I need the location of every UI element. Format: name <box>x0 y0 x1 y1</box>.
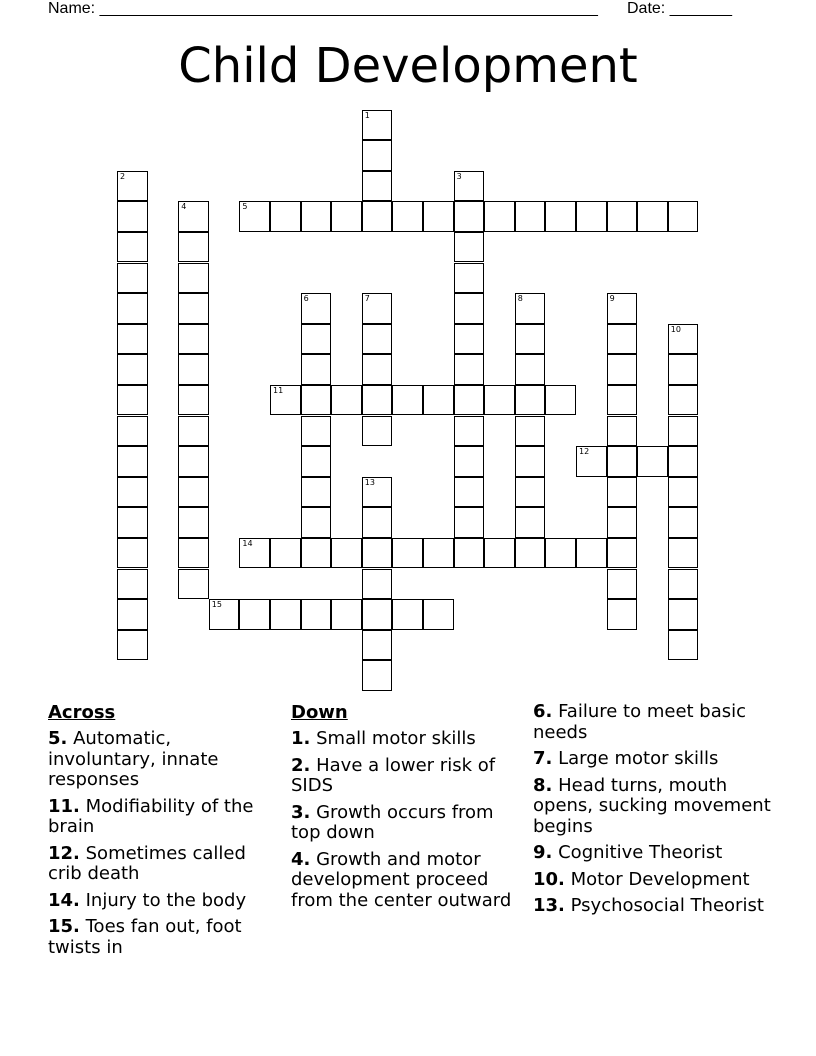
grid-cell[interactable] <box>637 446 668 477</box>
clue-item <box>48 844 276 885</box>
grid-cell[interactable] <box>637 201 668 232</box>
clue-number: 5 <box>242 202 248 212</box>
grid-cell[interactable] <box>270 201 301 232</box>
grid-cell[interactable] <box>362 599 393 630</box>
grid-cell[interactable] <box>607 569 638 600</box>
grid-cell[interactable] <box>178 354 209 385</box>
grid-cell[interactable] <box>117 201 148 232</box>
grid-cell[interactable] <box>301 538 332 569</box>
clue-item-number: 9. <box>533 842 553 863</box>
grid-cell[interactable] <box>668 385 699 416</box>
grid-cell[interactable] <box>362 171 393 202</box>
clue-item-number: 7. <box>533 748 553 769</box>
clue-item <box>291 729 516 750</box>
grid-cell[interactable] <box>607 354 638 385</box>
clue-item-number: 15. <box>48 916 80 937</box>
grid-cell[interactable] <box>668 324 699 355</box>
down-clues-continued <box>533 702 773 923</box>
clue-item-text: Failure to meet basic needs <box>533 701 747 743</box>
grid-cell[interactable] <box>362 354 393 385</box>
grid-cell[interactable] <box>178 385 209 416</box>
grid-cell[interactable] <box>178 446 209 477</box>
clue-item-number: 6. <box>533 701 553 722</box>
clue-item-text: Large motor skills <box>558 748 719 769</box>
grid-cell[interactable] <box>515 477 546 508</box>
grid-cell[interactable] <box>515 416 546 447</box>
grid-cell[interactable] <box>178 416 209 447</box>
grid-cell[interactable] <box>117 324 148 355</box>
grid-cell[interactable] <box>545 538 576 569</box>
grid-cell[interactable] <box>576 538 607 569</box>
clue-item <box>533 896 773 917</box>
grid-cell[interactable] <box>607 201 638 232</box>
clue-item <box>48 891 276 912</box>
grid-cell[interactable] <box>607 507 638 538</box>
grid-cell[interactable] <box>454 416 485 447</box>
clue-number: 2 <box>120 171 126 181</box>
grid-cell[interactable] <box>362 140 393 171</box>
name-field-label: Name: ________________________________________________________ <box>48 0 598 17</box>
grid-cell[interactable] <box>668 569 699 600</box>
clue-item-text: Growth occurs from top down <box>291 801 494 843</box>
grid-cell[interactable] <box>362 507 393 538</box>
grid-cell[interactable] <box>301 507 332 538</box>
grid-cell[interactable] <box>668 538 699 569</box>
grid-cell[interactable] <box>362 477 393 508</box>
grid-cell[interactable] <box>301 293 332 324</box>
grid-cell[interactable] <box>668 599 699 630</box>
grid-cell[interactable] <box>117 446 148 477</box>
grid-cell[interactable] <box>454 538 485 569</box>
grid-cell[interactable] <box>668 630 699 661</box>
grid-cell[interactable] <box>117 507 148 538</box>
grid-cell[interactable] <box>362 569 393 600</box>
grid-cell[interactable] <box>362 385 393 416</box>
clue-number: 1 <box>364 110 370 120</box>
grid-cell[interactable] <box>454 324 485 355</box>
clue-item-text: Psychosocial Theorist <box>570 895 764 916</box>
across-heading: Across <box>48 702 116 723</box>
clue-item-text: Growth and motor development proceed from the center outward <box>291 848 512 911</box>
grid-cell[interactable] <box>454 354 485 385</box>
clue-item-number: 8. <box>533 774 553 796</box>
clue-item-number: 13. <box>533 895 565 916</box>
grid-cell[interactable] <box>239 201 270 232</box>
grid-cell[interactable] <box>301 324 332 355</box>
grid-cell[interactable] <box>668 477 699 508</box>
grid-cell[interactable] <box>362 110 393 141</box>
clue-number: 10 <box>670 324 681 334</box>
grid-cell[interactable] <box>301 385 332 416</box>
across-clues <box>48 702 276 964</box>
clue-number: 11 <box>273 385 284 395</box>
grid-cell[interactable] <box>362 324 393 355</box>
clue-item-text: Cognitive Theorist <box>558 842 723 863</box>
grid-cell[interactable] <box>362 416 393 447</box>
down-heading: Down <box>291 702 348 723</box>
grid-cell[interactable] <box>454 171 485 202</box>
grid-cell[interactable] <box>362 630 393 661</box>
clue-item-text: Small motor skills <box>316 728 476 749</box>
grid-cell[interactable] <box>331 201 362 232</box>
clue-item <box>533 843 773 864</box>
grid-cell[interactable] <box>301 599 332 630</box>
grid-cell[interactable] <box>178 477 209 508</box>
grid-cell[interactable] <box>515 538 546 569</box>
grid-cell[interactable] <box>331 599 362 630</box>
grid-cell[interactable] <box>607 477 638 508</box>
grid-cell[interactable] <box>178 263 209 294</box>
grid-cell[interactable] <box>178 538 209 569</box>
grid-cell[interactable] <box>117 354 148 385</box>
clue-number: 6 <box>303 294 309 304</box>
grid-cell[interactable] <box>668 201 699 232</box>
clue-item-number: 10. <box>533 868 565 890</box>
grid-cell[interactable] <box>270 538 301 569</box>
grid-cell[interactable] <box>484 538 515 569</box>
grid-cell[interactable] <box>668 507 699 538</box>
clue-item <box>533 702 773 743</box>
grid-cell[interactable] <box>209 599 240 630</box>
grid-cell[interactable] <box>392 385 423 416</box>
clue-item-text: Head turns, mouth opens, sucking movement begins <box>533 774 771 837</box>
clue-item-text: Modifiability of the brain <box>48 795 254 837</box>
grid-cell[interactable] <box>117 232 148 263</box>
clue-item-text: Motor Development <box>570 868 750 890</box>
grid-cell[interactable] <box>545 385 576 416</box>
clue-number: 7 <box>364 294 370 304</box>
grid-cell[interactable] <box>423 599 454 630</box>
grid-cell[interactable] <box>117 385 148 416</box>
grid-cell[interactable] <box>484 385 515 416</box>
grid-cell[interactable] <box>117 293 148 324</box>
grid-cell[interactable] <box>331 538 362 569</box>
grid-cell[interactable] <box>392 538 423 569</box>
clue-number: 14 <box>242 538 253 548</box>
clue-item-number: 5. <box>48 728 68 749</box>
grid-cell[interactable] <box>576 201 607 232</box>
grid-cell[interactable] <box>301 416 332 447</box>
grid-cell[interactable] <box>239 599 270 630</box>
clue-item-number: 4. <box>291 848 311 870</box>
grid-cell[interactable] <box>331 385 362 416</box>
page-title: Child Development <box>178 38 638 94</box>
clue-item <box>291 756 516 797</box>
clue-item <box>533 776 773 838</box>
clue-item-number: 1. <box>291 728 311 749</box>
grid-cell[interactable] <box>178 569 209 600</box>
grid-cell[interactable] <box>607 446 638 477</box>
grid-cell[interactable] <box>239 538 270 569</box>
clue-item <box>48 917 276 958</box>
grid-cell[interactable] <box>178 324 209 355</box>
grid-cell[interactable] <box>362 201 393 232</box>
grid-cell[interactable] <box>178 201 209 232</box>
grid-cell[interactable] <box>301 354 332 385</box>
clue-item-text: Toes fan out, foot twists in <box>48 916 242 958</box>
grid-cell[interactable] <box>454 385 485 416</box>
grid-cell[interactable] <box>301 477 332 508</box>
grid-cell[interactable] <box>117 416 148 447</box>
grid-cell[interactable] <box>515 324 546 355</box>
grid-cell[interactable] <box>668 446 699 477</box>
clue-item-number: 3. <box>291 801 311 823</box>
grid-cell[interactable] <box>607 599 638 630</box>
down-clues <box>291 702 516 917</box>
clue-item-number: 11. <box>48 795 80 817</box>
grid-cell[interactable] <box>668 354 699 385</box>
grid-cell[interactable] <box>178 232 209 263</box>
grid-cell[interactable] <box>117 569 148 600</box>
grid-cell[interactable] <box>117 538 148 569</box>
clue-item <box>533 749 773 770</box>
grid-cell[interactable] <box>607 385 638 416</box>
grid-cell[interactable] <box>117 477 148 508</box>
clue-number: 9 <box>609 294 615 304</box>
clue-item <box>291 803 516 844</box>
grid-cell[interactable] <box>301 201 332 232</box>
clue-item-number: 14. <box>48 889 80 911</box>
clue-number: 13 <box>364 477 375 487</box>
clue-number: 15 <box>211 600 222 610</box>
grid-cell[interactable] <box>454 507 485 538</box>
grid-cell[interactable] <box>607 416 638 447</box>
grid-cell[interactable] <box>454 446 485 477</box>
grid-cell[interactable] <box>362 660 393 691</box>
clue-item <box>48 729 276 791</box>
grid-cell[interactable] <box>270 599 301 630</box>
grid-cell[interactable] <box>607 293 638 324</box>
grid-cell[interactable] <box>423 538 454 569</box>
clue-item <box>291 850 516 912</box>
grid-cell[interactable] <box>454 201 485 232</box>
grid-cell[interactable] <box>270 385 301 416</box>
clue-item-text: Injury to the body <box>85 889 247 911</box>
grid-cell[interactable] <box>515 201 546 232</box>
clue-item-text: Sometimes called crib death <box>48 842 246 884</box>
grid-cell[interactable] <box>545 201 576 232</box>
clue-item-number: 2. <box>291 754 311 776</box>
grid-cell[interactable] <box>454 477 485 508</box>
grid-cell[interactable] <box>117 599 148 630</box>
clue-item-text: Have a lower risk of SIDS <box>291 754 496 796</box>
grid-cell[interactable] <box>392 599 423 630</box>
grid-cell[interactable] <box>484 201 515 232</box>
date-field-label: Date: _______ <box>627 0 732 17</box>
clue-number: 8 <box>517 294 523 304</box>
grid-cell[interactable] <box>454 293 485 324</box>
grid-cell[interactable] <box>423 385 454 416</box>
grid-cell[interactable] <box>515 507 546 538</box>
grid-cell[interactable] <box>117 171 148 202</box>
grid-cell[interactable] <box>607 538 638 569</box>
clue-number: 12 <box>579 447 590 457</box>
clue-item-number: 12. <box>48 842 80 864</box>
grid-cell[interactable] <box>454 232 485 263</box>
clue-item-text: Automatic, involuntary, innate responses <box>48 728 219 790</box>
clue-item <box>48 797 276 838</box>
grid-cell[interactable] <box>454 263 485 294</box>
clue-number: 4 <box>181 202 187 212</box>
grid-cell[interactable] <box>117 630 148 661</box>
grid-cell[interactable] <box>515 385 546 416</box>
grid-cell[interactable] <box>668 416 699 447</box>
grid-cell[interactable] <box>117 263 148 294</box>
grid-cell[interactable] <box>515 446 546 477</box>
grid-cell[interactable] <box>515 293 546 324</box>
grid-cell[interactable] <box>392 201 423 232</box>
clue-number: 3 <box>456 171 462 181</box>
clue-item <box>533 870 773 891</box>
grid-cell[interactable] <box>178 293 209 324</box>
grid-cell[interactable] <box>423 201 454 232</box>
grid-cell[interactable] <box>576 446 607 477</box>
grid-cell[interactable] <box>607 324 638 355</box>
grid-cell[interactable] <box>362 293 393 324</box>
grid-cell[interactable] <box>301 446 332 477</box>
grid-cell[interactable] <box>178 507 209 538</box>
grid-cell[interactable] <box>362 538 393 569</box>
grid-cell[interactable] <box>515 354 546 385</box>
